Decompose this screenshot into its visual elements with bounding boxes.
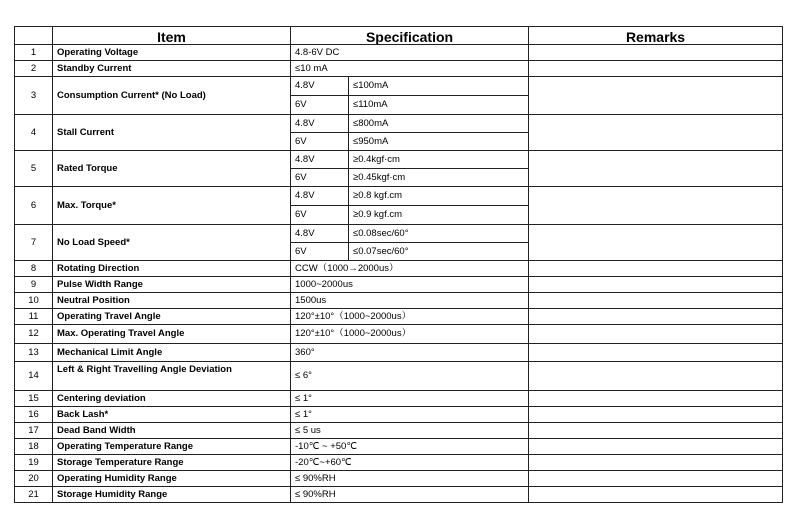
row-number: 17 <box>15 423 53 439</box>
table-row <box>15 187 783 206</box>
remarks-cell <box>529 277 783 293</box>
spec-value: ≤ 90%RH <box>291 487 529 503</box>
spec-value: ≥0.8 kgf.cm <box>349 187 529 206</box>
spec-sheet <box>14 26 782 503</box>
remarks-cell <box>529 407 783 423</box>
remarks-cell <box>529 293 783 309</box>
row-number: 20 <box>15 471 53 487</box>
spec-value: ≤0.07sec/60° <box>349 243 529 261</box>
spec-value: ≤800mA <box>349 115 529 133</box>
table-row <box>15 487 783 503</box>
remarks-cell <box>529 115 783 151</box>
spec-voltage: 4.8V <box>291 187 349 206</box>
table-row <box>15 391 783 407</box>
table-row <box>15 77 783 96</box>
spec-value: ≤ 6° <box>291 362 529 391</box>
remarks-cell <box>529 362 783 391</box>
row-number: 15 <box>15 391 53 407</box>
item-label: Operating Humidity Range <box>53 471 291 487</box>
spec-voltage: 6V <box>291 133 349 151</box>
item-label: Operating Travel Angle <box>53 309 291 325</box>
remarks-cell <box>529 455 783 471</box>
spec-voltage: 4.8V <box>291 77 349 96</box>
row-number: 18 <box>15 439 53 455</box>
spec-value: -10℃ ~ +50℃ <box>291 439 529 455</box>
row-number: 6 <box>15 187 53 225</box>
item-label: No Load Speed* <box>53 225 291 261</box>
item-label: Storage Humidity Range <box>53 487 291 503</box>
spec-voltage: 4.8V <box>291 225 349 243</box>
spec-voltage: 4.8V <box>291 151 349 169</box>
row-number: 21 <box>15 487 53 503</box>
remarks-cell <box>529 61 783 77</box>
row-number: 11 <box>15 309 53 325</box>
spec-value: ≤0.08sec/60° <box>349 225 529 243</box>
table-row <box>15 344 783 362</box>
remarks-cell <box>529 391 783 407</box>
row-number: 19 <box>15 455 53 471</box>
item-label: Neutral Position <box>53 293 291 309</box>
item-label: Max. Operating Travel Angle <box>53 325 291 344</box>
header-number <box>15 27 53 45</box>
row-number: 9 <box>15 277 53 293</box>
table-row <box>15 45 783 61</box>
row-number: 16 <box>15 407 53 423</box>
table-row <box>15 61 783 77</box>
row-number: 3 <box>15 77 53 115</box>
item-label: Max. Torque* <box>53 187 291 225</box>
remarks-cell <box>529 151 783 187</box>
table-row <box>15 362 783 391</box>
spec-value: -20℃~+60℃ <box>291 455 529 471</box>
row-number: 13 <box>15 344 53 362</box>
item-label: Mechanical Limit Angle <box>53 344 291 362</box>
row-number: 4 <box>15 115 53 151</box>
item-label: Dead Band Width <box>53 423 291 439</box>
spec-value: ≤ 1° <box>291 407 529 423</box>
table-row <box>15 293 783 309</box>
row-number: 5 <box>15 151 53 187</box>
header-item: Item <box>53 27 291 45</box>
spec-value: 4.8-6V DC <box>291 45 529 61</box>
spec-value: ≤ 1° <box>291 391 529 407</box>
item-label: Back Lash* <box>53 407 291 423</box>
row-number: 8 <box>15 261 53 277</box>
remarks-cell <box>529 187 783 225</box>
remarks-cell <box>529 77 783 115</box>
spec-voltage: 6V <box>291 206 349 225</box>
row-number: 1 <box>15 45 53 61</box>
item-label: Rotating Direction <box>53 261 291 277</box>
spec-value: 120°±10°（1000~2000us） <box>291 309 529 325</box>
remarks-cell <box>529 423 783 439</box>
item-label: Operating Temperature Range <box>53 439 291 455</box>
spec-value: 1500us <box>291 293 529 309</box>
remarks-cell <box>529 487 783 503</box>
row-number: 12 <box>15 325 53 344</box>
spec-value: ≤ 90%RH <box>291 471 529 487</box>
remarks-cell <box>529 471 783 487</box>
specification-table <box>14 26 783 503</box>
remarks-cell <box>529 325 783 344</box>
row-number: 14 <box>15 362 53 391</box>
table-row <box>15 277 783 293</box>
spec-value: 360° <box>291 344 529 362</box>
table-row <box>15 407 783 423</box>
item-label: Left & Right Travelling Angle Deviation <box>53 362 291 391</box>
item-label: Operating Voltage <box>53 45 291 61</box>
item-label: Pulse Width Range <box>53 277 291 293</box>
remarks-cell <box>529 309 783 325</box>
header-specification: Specification <box>291 27 529 45</box>
spec-value: ≤110mA <box>349 96 529 115</box>
table-row <box>15 455 783 471</box>
table-row <box>15 151 783 169</box>
remarks-cell <box>529 344 783 362</box>
table-row <box>15 439 783 455</box>
spec-value: ≥0.9 kgf.cm <box>349 206 529 225</box>
item-label: Stall Current <box>53 115 291 151</box>
spec-value: ≥0.4kgf·cm <box>349 151 529 169</box>
spec-voltage: 6V <box>291 243 349 261</box>
spec-voltage: 4.8V <box>291 115 349 133</box>
spec-value: ≤ 5 us <box>291 423 529 439</box>
item-label: Rated Torque <box>53 151 291 187</box>
table-row <box>15 115 783 133</box>
spec-value: CCW（1000→2000us） <box>291 261 529 277</box>
remarks-cell <box>529 45 783 61</box>
spec-value: 1000~2000us <box>291 277 529 293</box>
row-number: 10 <box>15 293 53 309</box>
remarks-cell <box>529 439 783 455</box>
spec-voltage: 6V <box>291 169 349 187</box>
spec-value: ≤100mA <box>349 77 529 96</box>
spec-value: ≥0.45kgf·cm <box>349 169 529 187</box>
spec-value: ≤950mA <box>349 133 529 151</box>
table-row <box>15 423 783 439</box>
spec-voltage: 6V <box>291 96 349 115</box>
row-number: 2 <box>15 61 53 77</box>
header-remarks: Remarks <box>529 27 783 45</box>
item-label: Storage Temperature Range <box>53 455 291 471</box>
table-row <box>15 309 783 325</box>
remarks-cell <box>529 225 783 261</box>
table-row <box>15 225 783 243</box>
table-row <box>15 471 783 487</box>
item-label: Consumption Current* (No Load) <box>53 77 291 115</box>
item-label: Standby Current <box>53 61 291 77</box>
spec-value: ≤10 mA <box>291 61 529 77</box>
item-label: Centering deviation <box>53 391 291 407</box>
row-number: 7 <box>15 225 53 261</box>
table-row <box>15 325 783 344</box>
table-row <box>15 261 783 277</box>
spec-value: 120°±10°（1000~2000us） <box>291 325 529 344</box>
remarks-cell <box>529 261 783 277</box>
